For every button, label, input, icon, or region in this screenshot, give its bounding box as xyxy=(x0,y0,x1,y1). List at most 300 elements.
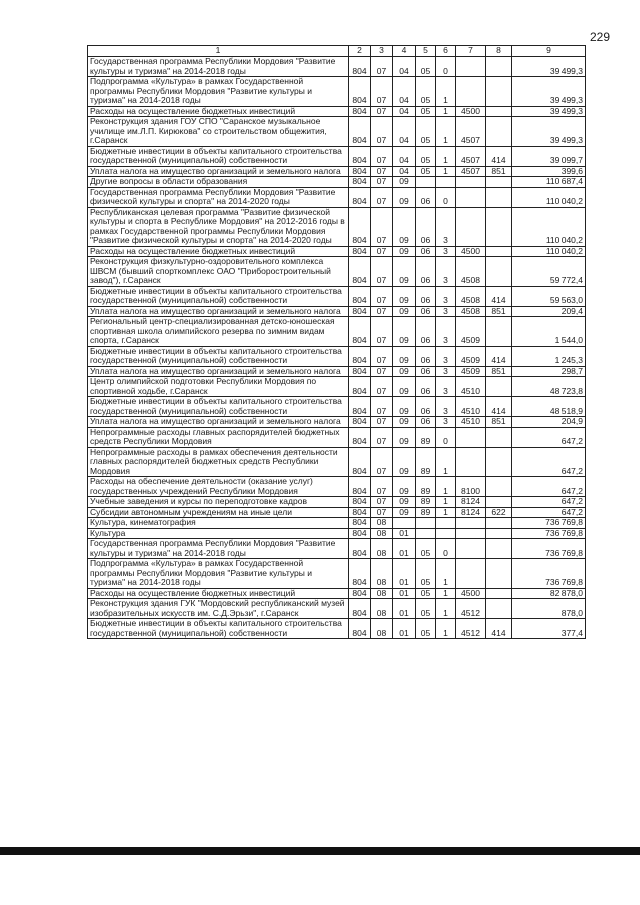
row-ved: 804 xyxy=(349,146,371,166)
col-header: 9 xyxy=(512,46,586,57)
row-vr xyxy=(486,246,512,257)
row-name: Расходы на осуществление бюджетных инвестиций xyxy=(88,246,349,257)
row-subprog: 3 xyxy=(436,417,456,428)
row-name: Расходы на обеспечение деятельности (оказание услуг) государственных учреждений Республики Мордовия xyxy=(88,477,349,497)
row-subprog: 1 xyxy=(436,497,456,508)
row-subprog: 0 xyxy=(436,427,456,447)
row-cs xyxy=(456,447,486,477)
row-amount: 110 040,2 xyxy=(512,246,586,257)
row-cs: 4510 xyxy=(456,377,486,397)
row-cs: 4508 xyxy=(456,286,486,306)
row-amount: 204,9 xyxy=(512,417,586,428)
row-pr: 09 xyxy=(393,177,416,188)
row-subprog: 3 xyxy=(436,377,456,397)
row-amount: 647,2 xyxy=(512,477,586,497)
row-subprog: 0 xyxy=(436,539,456,559)
row-subprog xyxy=(436,528,456,539)
row-amount: 647,2 xyxy=(512,507,586,518)
row-cs xyxy=(456,559,486,589)
row-cs: 4512 xyxy=(456,599,486,619)
page-number: 229 xyxy=(590,30,611,44)
row-name: Культура xyxy=(88,528,349,539)
row-ved: 804 xyxy=(349,447,371,477)
row-name: Реконструкция здания ГОУ СПО "Саранское музыкальное училище им.Л.П. Кирюкова" со строительством общежития, г.Саранск xyxy=(88,117,349,147)
row-ved: 804 xyxy=(349,518,371,529)
row-rz: 08 xyxy=(371,518,393,529)
row-pr: 04 xyxy=(393,77,416,107)
row-rz: 07 xyxy=(371,497,393,508)
col-header: 6 xyxy=(436,46,456,57)
row-ved: 804 xyxy=(349,187,371,207)
row-rz: 07 xyxy=(371,187,393,207)
row-subprog: 3 xyxy=(436,346,456,366)
row-name: Расходы на осуществление бюджетных инвестиций xyxy=(88,106,349,117)
row-pr: 01 xyxy=(393,599,416,619)
row-name: Расходы на осуществление бюджетных инвестиций xyxy=(88,588,349,599)
row-amount: 48 518,9 xyxy=(512,397,586,417)
row-vr xyxy=(486,207,512,246)
row-name: Региональный центр-специализированная детско-юношеская спортивная школа олимпийского резерва по зимним видам спорта, г.Саранск xyxy=(88,317,349,347)
row-cs: 4507 xyxy=(456,117,486,147)
row-pr: 09 xyxy=(393,187,416,207)
row-cs: 8124 xyxy=(456,507,486,518)
row-vr: 622 xyxy=(486,507,512,518)
row-prog xyxy=(416,177,436,188)
row-ved: 804 xyxy=(349,177,371,188)
row-ved: 804 xyxy=(349,257,371,287)
row-vr: 414 xyxy=(486,619,512,639)
table-row xyxy=(88,619,586,639)
table-row xyxy=(88,518,586,529)
row-cs xyxy=(456,177,486,188)
table-row xyxy=(88,599,586,619)
row-pr: 09 xyxy=(393,447,416,477)
row-amount: 647,2 xyxy=(512,447,586,477)
row-prog: 06 xyxy=(416,417,436,428)
col-header: 7 xyxy=(456,46,486,57)
row-cs: 4500 xyxy=(456,106,486,117)
row-ved: 804 xyxy=(349,166,371,177)
row-pr: 09 xyxy=(393,377,416,397)
row-amount: 39 499,3 xyxy=(512,77,586,107)
row-rz: 08 xyxy=(371,599,393,619)
row-vr xyxy=(486,518,512,529)
row-pr: 01 xyxy=(393,528,416,539)
row-pr: 01 xyxy=(393,539,416,559)
row-name: Бюджетные инвестиции в объекты капитального строительства государственной (муниципальной) собственности xyxy=(88,619,349,639)
row-pr: 04 xyxy=(393,166,416,177)
row-amount: 209,4 xyxy=(512,306,586,317)
row-name: Бюджетные инвестиции в объекты капитального строительства государственной (муниципальной) собственности xyxy=(88,146,349,166)
row-amount: 110 040,2 xyxy=(512,207,586,246)
row-rz: 07 xyxy=(371,477,393,497)
row-subprog: 3 xyxy=(436,397,456,417)
row-name: Республиканская целевая программа "Развитие физической культуры и спорта в Республике Мордовия" на 2012-2016 годы в рамках Государственной программы Республики Мордовия "Развитие физической культуры и спорта" на 2014-2020 годы xyxy=(88,207,349,246)
row-amount: 39 499,3 xyxy=(512,106,586,117)
row-cs xyxy=(456,518,486,529)
row-prog: 05 xyxy=(416,77,436,107)
row-pr: 09 xyxy=(393,427,416,447)
row-rz: 07 xyxy=(371,346,393,366)
row-pr: 09 xyxy=(393,207,416,246)
row-prog: 05 xyxy=(416,146,436,166)
row-pr: 09 xyxy=(393,397,416,417)
row-amount: 399,6 xyxy=(512,166,586,177)
row-subprog: 3 xyxy=(436,306,456,317)
row-rz: 07 xyxy=(371,427,393,447)
row-amount: 110 687,4 xyxy=(512,177,586,188)
row-prog: 05 xyxy=(416,588,436,599)
row-rz: 08 xyxy=(371,619,393,639)
table-row xyxy=(88,497,586,508)
row-vr xyxy=(486,257,512,287)
row-rz: 07 xyxy=(371,366,393,377)
row-subprog: 3 xyxy=(436,286,456,306)
row-rz: 07 xyxy=(371,246,393,257)
row-name: Бюджетные инвестиции в объекты капитального строительства государственной (муниципальной) собственности xyxy=(88,346,349,366)
row-subprog: 1 xyxy=(436,106,456,117)
row-amount: 736 769,8 xyxy=(512,539,586,559)
row-name: Субсидии автономным учреждениям на иные цели xyxy=(88,507,349,518)
row-name: Бюджетные инвестиции в объекты капитального строительства государственной (муниципальной) собственности xyxy=(88,286,349,306)
row-prog: 06 xyxy=(416,207,436,246)
row-rz: 07 xyxy=(371,77,393,107)
row-rz: 08 xyxy=(371,588,393,599)
row-name: Другие вопросы в области образования xyxy=(88,177,349,188)
row-prog: 05 xyxy=(416,106,436,117)
table-row xyxy=(88,246,586,257)
row-pr: 09 xyxy=(393,246,416,257)
row-prog: 06 xyxy=(416,286,436,306)
row-ved: 804 xyxy=(349,207,371,246)
table-row xyxy=(88,346,586,366)
row-vr xyxy=(486,77,512,107)
table-row xyxy=(88,57,586,77)
row-prog: 89 xyxy=(416,427,436,447)
row-name: Уплата налога на имущество организаций и земельного налога xyxy=(88,306,349,317)
row-cs xyxy=(456,57,486,77)
row-ved: 804 xyxy=(349,539,371,559)
row-prog: 89 xyxy=(416,447,436,477)
row-amount: 48 723,8 xyxy=(512,377,586,397)
row-amount: 878,0 xyxy=(512,599,586,619)
row-cs xyxy=(456,427,486,447)
row-cs: 4507 xyxy=(456,146,486,166)
table-row xyxy=(88,397,586,417)
table-row xyxy=(88,477,586,497)
row-vr: 851 xyxy=(486,417,512,428)
row-cs: 4509 xyxy=(456,366,486,377)
row-prog: 05 xyxy=(416,559,436,589)
row-vr xyxy=(486,187,512,207)
row-vr xyxy=(486,477,512,497)
row-amount: 82 878,0 xyxy=(512,588,586,599)
table-row xyxy=(88,588,586,599)
row-prog: 05 xyxy=(416,539,436,559)
row-rz: 07 xyxy=(371,57,393,77)
row-pr: 09 xyxy=(393,507,416,518)
row-amount: 298,7 xyxy=(512,366,586,377)
table-row xyxy=(88,317,586,347)
budget-table xyxy=(87,45,586,639)
row-rz: 08 xyxy=(371,539,393,559)
row-vr xyxy=(486,427,512,447)
row-amount: 39 499,3 xyxy=(512,117,586,147)
row-cs: 4500 xyxy=(456,246,486,257)
row-name: Непрограммные расходы главных распорядителей бюджетных средств Республики Мордовия xyxy=(88,427,349,447)
col-header: 8 xyxy=(486,46,512,57)
row-pr: 09 xyxy=(393,366,416,377)
row-rz: 07 xyxy=(371,507,393,518)
row-name: Учебные заведения и курсы по переподготовке кадров xyxy=(88,497,349,508)
row-vr: 851 xyxy=(486,366,512,377)
row-rz: 07 xyxy=(371,306,393,317)
row-subprog: 1 xyxy=(436,619,456,639)
table-row xyxy=(88,77,586,107)
row-amount: 59 772,4 xyxy=(512,257,586,287)
row-rz: 07 xyxy=(371,377,393,397)
row-cs: 4509 xyxy=(456,317,486,347)
row-vr xyxy=(486,106,512,117)
row-amount: 39 499,3 xyxy=(512,57,586,77)
row-ved: 804 xyxy=(349,497,371,508)
row-amount: 736 769,8 xyxy=(512,518,586,529)
table-row xyxy=(88,507,586,518)
row-cs: 4512 xyxy=(456,619,486,639)
row-pr: 01 xyxy=(393,619,416,639)
row-prog xyxy=(416,528,436,539)
row-cs: 4507 xyxy=(456,166,486,177)
row-subprog: 0 xyxy=(436,57,456,77)
row-subprog: 1 xyxy=(436,447,456,477)
row-subprog: 3 xyxy=(436,246,456,257)
row-vr: 851 xyxy=(486,306,512,317)
row-subprog: 1 xyxy=(436,166,456,177)
row-rz: 08 xyxy=(371,559,393,589)
row-ved: 804 xyxy=(349,117,371,147)
row-rz: 07 xyxy=(371,397,393,417)
table-row xyxy=(88,177,586,188)
row-prog: 89 xyxy=(416,477,436,497)
row-prog: 06 xyxy=(416,346,436,366)
table-row xyxy=(88,117,586,147)
row-cs xyxy=(456,539,486,559)
row-amount: 647,2 xyxy=(512,497,586,508)
col-header: 3 xyxy=(371,46,393,57)
row-pr: 01 xyxy=(393,559,416,589)
row-subprog xyxy=(436,177,456,188)
row-prog: 06 xyxy=(416,306,436,317)
row-name: Подпрограмма «Культура» в рамках Государственной программы Республики Мордовия "Развитие культуры и туризма" на 2014-2018 годы xyxy=(88,77,349,107)
row-amount: 736 769,8 xyxy=(512,528,586,539)
row-prog xyxy=(416,518,436,529)
row-name: Государственная программа Республики Мордовия "Развитие культуры и туризма" на 2014-2018 годы xyxy=(88,539,349,559)
row-rz: 07 xyxy=(371,447,393,477)
row-amount: 39 099,7 xyxy=(512,146,586,166)
row-name: Государственная программа Республики Мордовия "Развитие физической культуры и спорта" на 2014-2020 годы xyxy=(88,187,349,207)
row-vr: 414 xyxy=(486,346,512,366)
row-vr xyxy=(486,599,512,619)
row-subprog: 3 xyxy=(436,317,456,347)
row-rz: 07 xyxy=(371,146,393,166)
table-row xyxy=(88,366,586,377)
table-row xyxy=(88,207,586,246)
row-subprog xyxy=(436,518,456,529)
row-prog: 89 xyxy=(416,507,436,518)
row-cs xyxy=(456,528,486,539)
row-prog: 06 xyxy=(416,317,436,347)
row-name: Центр олимпийской подготовки Республики Мордовия по спортивной ходьбе, г.Саранск xyxy=(88,377,349,397)
row-pr: 09 xyxy=(393,317,416,347)
table-row xyxy=(88,286,586,306)
row-rz: 07 xyxy=(371,117,393,147)
row-ved: 804 xyxy=(349,317,371,347)
row-ved: 804 xyxy=(349,377,371,397)
table-body xyxy=(88,57,586,639)
row-ved: 804 xyxy=(349,559,371,589)
row-name: Бюджетные инвестиции в объекты капитального строительства государственной (муниципальной) собственности xyxy=(88,397,349,417)
row-vr xyxy=(486,377,512,397)
row-name: Уплата налога на имущество организаций и земельного налога xyxy=(88,417,349,428)
table-row xyxy=(88,146,586,166)
row-pr: 04 xyxy=(393,106,416,117)
row-subprog: 1 xyxy=(436,146,456,166)
table-row xyxy=(88,528,586,539)
row-ved: 804 xyxy=(349,427,371,447)
row-ved: 804 xyxy=(349,346,371,366)
row-ved: 804 xyxy=(349,57,371,77)
row-cs: 8124 xyxy=(456,497,486,508)
table-row xyxy=(88,306,586,317)
row-ved: 804 xyxy=(349,77,371,107)
table-row xyxy=(88,187,586,207)
row-amount: 736 769,8 xyxy=(512,559,586,589)
row-vr: 414 xyxy=(486,397,512,417)
table-row xyxy=(88,559,586,589)
row-ved: 804 xyxy=(349,397,371,417)
row-name: Непрограммные расходы в рамках обеспечения деятельности главных распорядителей бюджетных средств Республики Мордовия xyxy=(88,447,349,477)
row-subprog: 1 xyxy=(436,599,456,619)
row-name: Уплата налога на имущество организаций и земельного налога xyxy=(88,366,349,377)
row-subprog: 1 xyxy=(436,588,456,599)
table-row xyxy=(88,106,586,117)
row-amount: 110 040,2 xyxy=(512,187,586,207)
row-pr: 04 xyxy=(393,146,416,166)
row-amount: 647,2 xyxy=(512,427,586,447)
row-rz: 07 xyxy=(371,257,393,287)
row-pr: 01 xyxy=(393,588,416,599)
table-row xyxy=(88,447,586,477)
row-prog: 06 xyxy=(416,377,436,397)
row-vr xyxy=(486,447,512,477)
table-row xyxy=(88,257,586,287)
row-name: Уплата налога на имущество организаций и земельного налога xyxy=(88,166,349,177)
row-pr: 09 xyxy=(393,477,416,497)
row-ved: 804 xyxy=(349,106,371,117)
row-rz: 08 xyxy=(371,528,393,539)
row-ved: 804 xyxy=(349,507,371,518)
row-subprog: 3 xyxy=(436,207,456,246)
row-prog: 05 xyxy=(416,599,436,619)
row-pr: 04 xyxy=(393,117,416,147)
row-cs: 4510 xyxy=(456,397,486,417)
row-subprog: 1 xyxy=(436,117,456,147)
row-amount: 59 563,0 xyxy=(512,286,586,306)
row-pr xyxy=(393,518,416,529)
row-pr: 04 xyxy=(393,57,416,77)
table-header-row xyxy=(88,46,586,57)
col-header: 4 xyxy=(393,46,416,57)
row-ved: 804 xyxy=(349,599,371,619)
row-prog: 06 xyxy=(416,187,436,207)
row-rz: 07 xyxy=(371,166,393,177)
row-name: Реконструкция физкультурно-оздоровительного комплекса ШВСМ (бывший спорткомплекс ОАО "Приборостроительный завод"), г.Саранск xyxy=(88,257,349,287)
table-row xyxy=(88,427,586,447)
table-row xyxy=(88,377,586,397)
row-cs xyxy=(456,207,486,246)
row-subprog: 3 xyxy=(436,366,456,377)
row-name: Подпрограмма «Культура» в рамках Государственной программы Республики Мордовия "Развитие культуры и туризма" на 2014-2018 годы xyxy=(88,559,349,589)
row-vr xyxy=(486,559,512,589)
row-ved: 804 xyxy=(349,246,371,257)
row-prog: 05 xyxy=(416,117,436,147)
row-cs: 4509 xyxy=(456,346,486,366)
row-prog: 06 xyxy=(416,257,436,287)
row-name: Государственная программа Республики Мордовия "Развитие культуры и туризма" на 2014-2018 годы xyxy=(88,57,349,77)
row-name: Культура, кинематография xyxy=(88,518,349,529)
row-vr xyxy=(486,588,512,599)
row-rz: 07 xyxy=(371,417,393,428)
row-prog: 06 xyxy=(416,246,436,257)
row-pr: 09 xyxy=(393,497,416,508)
row-prog: 06 xyxy=(416,397,436,417)
row-pr: 09 xyxy=(393,346,416,366)
row-pr: 09 xyxy=(393,417,416,428)
row-cs: 4500 xyxy=(456,588,486,599)
row-vr xyxy=(486,57,512,77)
row-prog: 05 xyxy=(416,619,436,639)
row-ved: 804 xyxy=(349,619,371,639)
row-ved: 804 xyxy=(349,528,371,539)
col-header: 5 xyxy=(416,46,436,57)
row-ved: 804 xyxy=(349,477,371,497)
row-pr: 09 xyxy=(393,286,416,306)
row-vr: 414 xyxy=(486,286,512,306)
row-cs: 8100 xyxy=(456,477,486,497)
row-amount: 377,4 xyxy=(512,619,586,639)
row-cs: 4508 xyxy=(456,257,486,287)
row-pr: 09 xyxy=(393,306,416,317)
row-subprog: 1 xyxy=(436,77,456,107)
row-vr xyxy=(486,177,512,188)
scan-edge-bar xyxy=(0,847,640,855)
row-name: Реконструкция здания ГУК "Мордовский республиканский музей изобразительных искусств им. С.Д.Эрьзи", г.Саранск xyxy=(88,599,349,619)
row-rz: 07 xyxy=(371,317,393,347)
row-vr xyxy=(486,528,512,539)
col-header: 2 xyxy=(349,46,371,57)
row-ved: 804 xyxy=(349,588,371,599)
row-ved: 804 xyxy=(349,286,371,306)
row-pr: 09 xyxy=(393,257,416,287)
row-subprog: 1 xyxy=(436,477,456,497)
row-vr xyxy=(486,497,512,508)
row-prog: 06 xyxy=(416,366,436,377)
row-cs: 4510 xyxy=(456,417,486,428)
row-vr xyxy=(486,539,512,559)
row-cs: 4508 xyxy=(456,306,486,317)
row-ved: 804 xyxy=(349,417,371,428)
row-prog: 05 xyxy=(416,57,436,77)
